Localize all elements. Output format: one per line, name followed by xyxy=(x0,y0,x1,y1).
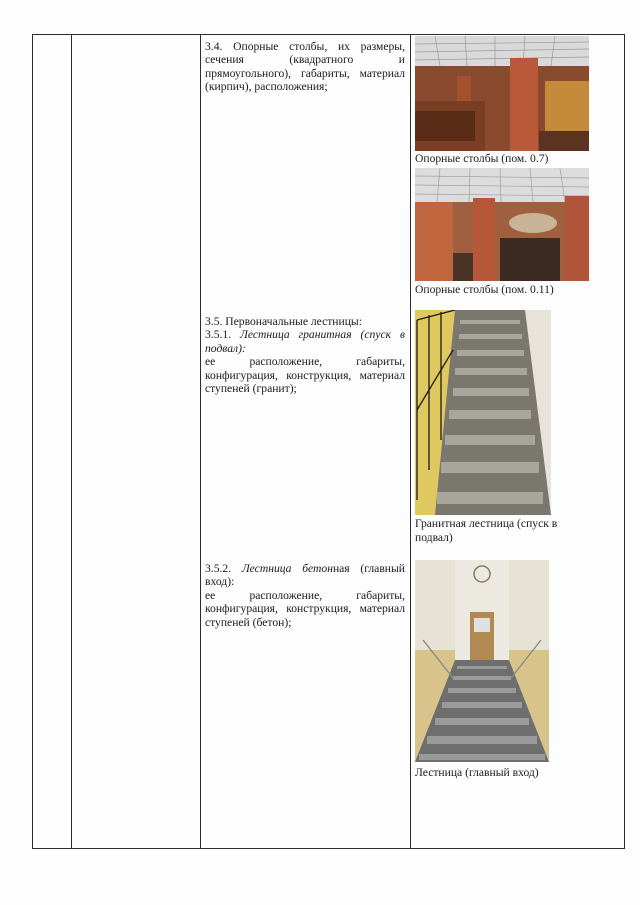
section-3-5-2-title xyxy=(205,562,405,589)
photo-main-staircase-image xyxy=(415,560,549,762)
section-3-5-2-rest: ная (главный вход): xyxy=(205,562,405,589)
caption-photo-2: Опорные столбы (пом. 0.11) xyxy=(415,283,554,296)
photo-granite-staircase-image xyxy=(415,310,551,515)
photo-brick-pillars-2-image xyxy=(415,168,589,281)
section-3-4-text xyxy=(205,40,405,94)
photo-brick-pillars-1-image xyxy=(415,36,589,151)
caption-photo-1: Опорные столбы (пом. 0.7) xyxy=(415,152,549,165)
section-3-5-heading: 3.5. Первоначальные лестницы: xyxy=(205,315,362,328)
photo-granite-staircase xyxy=(415,310,551,515)
section-3-5-1-number: 3.5.1. xyxy=(205,328,241,342)
section-3-5-1-title xyxy=(205,328,405,355)
column-divider xyxy=(410,35,411,848)
column-divider xyxy=(71,35,72,848)
section-3-4-paragraph: 3.4. Опорные столбы, их размеры, сечения (квадратного и прямоугольного), габариты, материал (кирпич), расположения; xyxy=(205,40,405,94)
column-divider xyxy=(200,35,201,848)
photo-brick-pillars-2 xyxy=(415,168,589,281)
section-3-5-2-italic: Лестница бетон xyxy=(241,562,333,575)
section-3-5-2-number: 3.5.2. xyxy=(205,562,242,575)
section-3-5-1-italic: Лестница гранитная (спуск в подвал): xyxy=(205,328,406,355)
section-3-5-1-description: ее расположение, габариты, конфигурация, конструкция, материал ступеней (гранит); xyxy=(205,355,405,396)
caption-photo-4: Лестница (главный вход) xyxy=(415,766,539,779)
section-3-5-2-text xyxy=(205,562,405,629)
section-3-5-2-description: ее расположение, габариты, конфигурация, конструкция, материал ступеней (бетон); xyxy=(205,588,405,629)
section-3-5-1-text xyxy=(205,315,405,395)
photo-brick-pillars-1 xyxy=(415,36,589,151)
photo-main-staircase xyxy=(415,560,549,762)
caption-photo-3: Гранитная лестница (спуск в подвал) xyxy=(415,517,558,544)
